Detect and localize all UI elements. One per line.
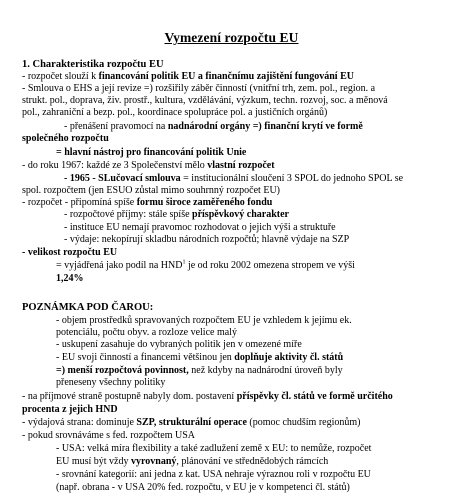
text-run: - pokud srovnáváme s fed. rozpočtem USA [22,430,196,441]
text-line [56,456,328,468]
text-line [22,417,360,429]
text-run: - instituce EU nemají pravomoc rozhodovat o jejich výši a struktuře [64,222,336,233]
bold-text: procenta z jejich HND [22,404,118,415]
bold-text: =) menší rozpočtová povinnost, [56,365,189,376]
bold-text: nadnárodní orgány =) finanční krytí ve formě [167,121,363,132]
text-line [22,391,393,403]
text-line [64,234,349,246]
text-line [22,197,272,209]
text-line [22,247,117,259]
text-run: - srovnání kategorií: ani jedna z kat. USA nehraje výraznou roli v rozpočtu EU [56,469,371,480]
footnote-heading [22,302,153,314]
text-run: - na příjmové straně postupně nabyly dom. postavení [22,391,237,402]
text-run: spol. rozpočtem (jen ESUO zůstal mimo souhrnný rozpočet EU) [22,185,280,196]
text-line [56,327,237,339]
bold-text: POZNÁMKA POD ČAROU: [22,302,154,313]
bold-text: 1,24% [56,273,84,284]
text-line [22,107,327,119]
section-heading [22,59,164,71]
text-run: - uskupení zasahuje do vybraných politik jen v omezené míře [56,339,302,350]
text-run: - Smlouva o EHS a její revize =) rozšiřily záběr činností (vnitřní trh, zem. pol., region. a [22,83,376,94]
text-line [56,260,355,272]
text-line [64,173,403,185]
text-run: - do roku 1967: každé ze 3 Společenství mělo [22,160,208,171]
text-run: - objem prostředků spravovaných rozpočtem EU je vzhledem k jejímu ek. [56,315,352,326]
text-line [56,147,246,159]
text-run: - výdajová strana: dominuje [22,417,137,428]
text-line [22,185,280,197]
text-line [56,315,352,327]
bold-text: - 1965 - SLučovací smlouva [64,173,181,184]
bold-text: vlastní rozpočet [207,160,275,171]
bold-text: - velikost rozpočtu EU [22,247,118,258]
text-line [56,469,371,481]
text-run: EU musí být vždy [56,456,131,467]
bold-text: SZP, strukturální operace [136,417,247,428]
text-line [22,404,118,416]
text-run: pol., zahraniční a bezp. pol., koordinace spolupráce pol. a justičních orgánů) [22,107,328,118]
bold-text: formu široce zaměřeného fondu [136,197,273,208]
text-line [56,352,343,364]
text-line [22,95,388,107]
text-line [56,443,371,455]
text-line [56,339,302,351]
text-line [56,377,165,389]
text-run: - rozpočet slouží k [22,71,99,82]
text-run: - přenášení pravomocí na [64,121,168,132]
text-run: - EU svoji činností a financemi většinou jen [56,352,235,363]
text-run: - výdaje: nekopírují skladbu národních rozpočtů; hlavně výdaje na SZP [64,234,350,245]
text-line [22,133,109,145]
text-run: (pomoc chudším regionům) [246,417,361,428]
text-run: je od roku 2002 omezena stropem ve výši [185,260,355,271]
document-title: Vymezení rozpočtu EU [164,30,299,45]
text-run: než kdyby na nadnárodní úroveň byly [188,365,343,376]
bold-text: = hlavní nástroj pro financování politik Unie [56,147,247,158]
footnote-marker: 1 [182,259,186,266]
bold-text: společného rozpočtu [22,133,109,144]
bold-text: 1. Charakteristika rozpočtu EU [22,59,164,70]
bold-text: financování politik EU a finančnímu zajištění fungování EU [98,71,354,82]
bold-text: příspěvkový charakter [192,209,289,220]
text-run: - rozpočet - připomíná spíše [22,197,137,208]
text-line [56,365,343,377]
text-line [56,482,350,494]
text-run: - USA: velká míra flexibility a také zadlužení země x EU: to nemůže, rozpočet [56,443,372,454]
text-run: potenciálu, počtu obyv. a rozloze velice malý [56,327,237,338]
text-line [22,71,354,83]
text-run: - rozpočtové příjmy: stále spíše [64,209,193,220]
text-run: = vyjádřená jako podíl na HND [56,260,183,271]
bold-text: příspěvky čl. států ve formě určitého [236,391,393,402]
text-line [56,273,84,285]
text-line [64,222,336,234]
bold-text: doplňuje aktivity čl. států [234,352,344,363]
text-run: přeneseny všechny politiky [56,377,166,388]
text-line [22,430,195,442]
text-line [64,209,289,221]
bold-text: vyrovnaný [131,456,177,467]
text-run: (např. obrana - v USA 20% fed. rozpočtu, v EU je v kompetenci čl. států) [56,482,350,493]
text-line [22,160,275,172]
text-run: , plánování ve střednědobých rámcích [176,456,329,467]
text-line [64,121,363,133]
text-run: strukt. pol., doprava, živ. prostř., kultura, vzdělávání, výzkum, techn. rozvoj, soc. a měnová [22,95,388,106]
text-line [22,83,375,95]
text-run: = institucionální sloučení 3 SPOL do jednoho SPOL se [180,173,404,184]
